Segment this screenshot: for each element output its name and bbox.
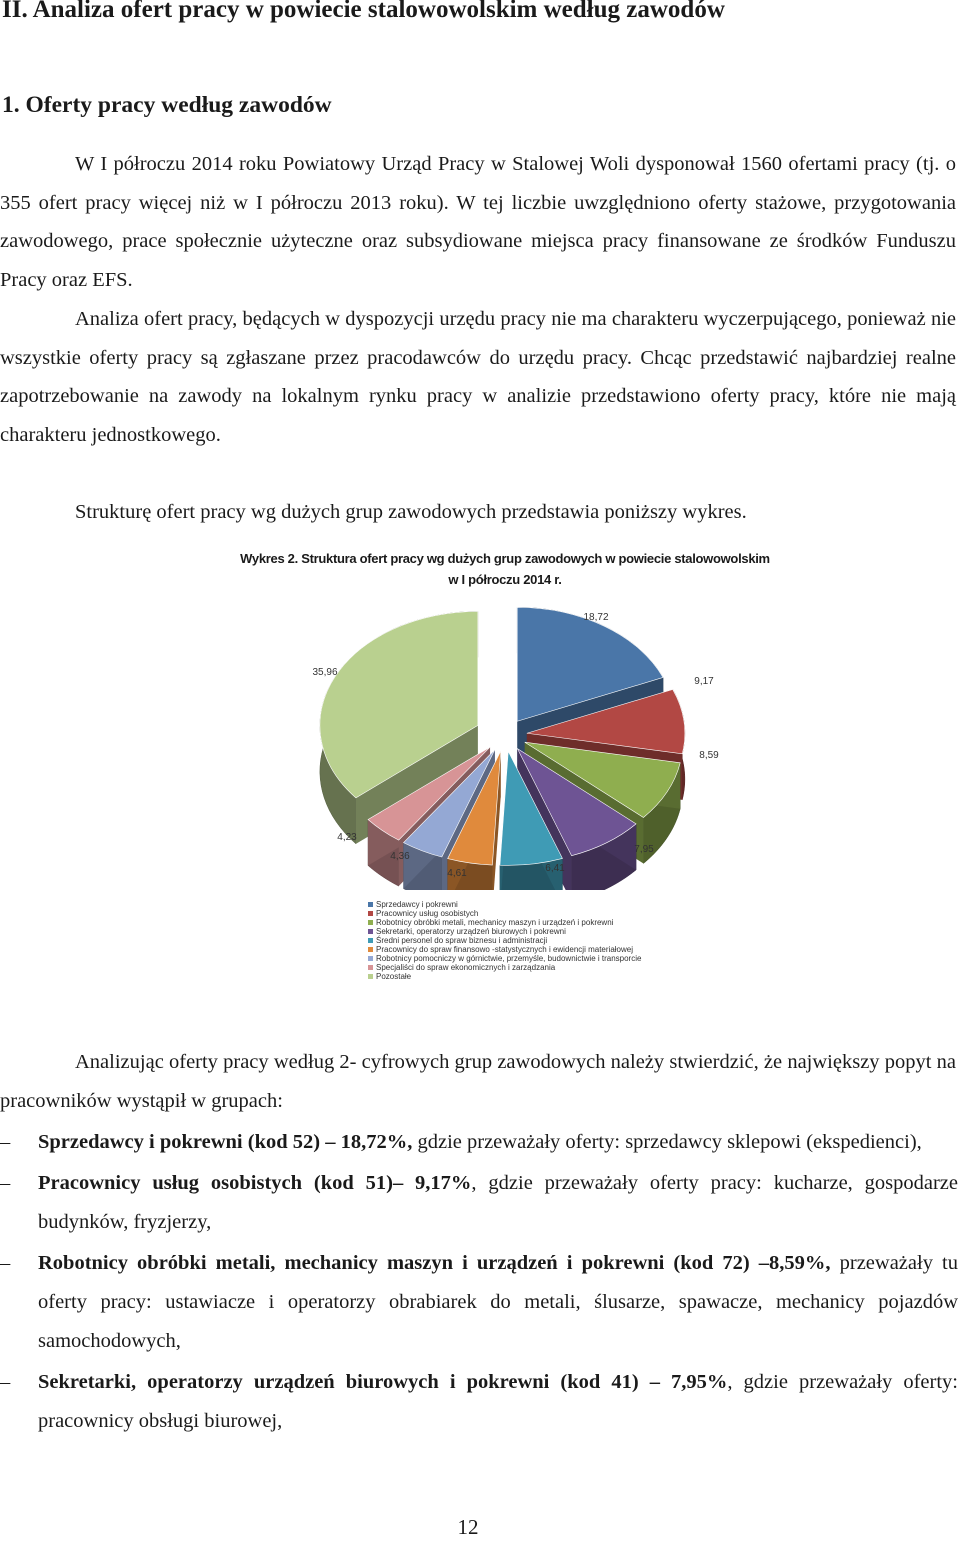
pie-data-label: 4,61 bbox=[447, 868, 467, 879]
legend-item bbox=[368, 945, 641, 954]
list-item bbox=[0, 1363, 958, 1441]
legend-swatch bbox=[368, 956, 373, 961]
chart-title-block bbox=[0, 548, 960, 590]
pie-data-label: 6,41 bbox=[545, 863, 565, 874]
list-dash: – bbox=[0, 1131, 11, 1153]
pie-data-label: 35,96 bbox=[312, 667, 338, 678]
chart-legend bbox=[368, 900, 641, 981]
legend-swatch bbox=[368, 929, 373, 934]
list-item-heading: Pracownicy usług osobistych (kod 51)– 9,17% bbox=[38, 1172, 472, 1194]
legend-label: Średni personel do spraw biznesu i administracji bbox=[376, 936, 548, 945]
intro-paragraph: W I półroczu 2014 roku Powiatowy Urząd Pracy w Stalowej Woli dysponował 1560 ofertami pracy (tj. o 355 ofert pracy więcej niż w I półroczu 2013 roku). W tej liczbie uwzględniono oferty stażowe, przygotowania zawodowego, prace społecznie użyteczne oraz subsydiowane miejsca pracy finansowane ze środków Funduszu Pracy oraz EFS. bbox=[0, 153, 956, 291]
pie-data-label: 7,95 bbox=[634, 844, 654, 855]
chart-subtitle: w I półroczu 2014 r. bbox=[448, 572, 562, 587]
legend-swatch bbox=[368, 947, 373, 952]
legend-label: Pozostałe bbox=[376, 972, 412, 981]
list-item-heading: Sprzedawcy i pokrewni (kod 52) – 18,72%, bbox=[38, 1131, 413, 1153]
list-dash: – bbox=[0, 1252, 11, 1274]
pie-chart bbox=[0, 590, 960, 890]
list-dash: – bbox=[0, 1172, 11, 1194]
list-item-text: przeważały tu oferty pracy: ustawiacze i operatorzy obrabiarek do metali, ślusarze, spawacze, mechanicy pojazdów samochodowych, bbox=[38, 1252, 958, 1352]
legend-item bbox=[368, 954, 641, 963]
legend-label: Sprzedawcy i pokrewni bbox=[376, 900, 458, 909]
legend-label: Sekretarki, operatorzy urządzeń biurowych i pokrewni bbox=[376, 927, 566, 936]
legend-item bbox=[368, 963, 641, 972]
conclusion-paragraph: Analizując oferty pracy według 2- cyfrowych grup zawodowych należy stwierdzić, że największy popyt na pracowników wystąpił w grupach: bbox=[0, 1051, 956, 1112]
list-item bbox=[0, 1244, 958, 1361]
legend-label: Robotnicy pomocniczy w górnictwie, przemyśle, budownictwie i transporcie bbox=[376, 954, 642, 963]
legend-item bbox=[368, 918, 641, 927]
list-item-text: , gdzie przeważały oferty pracy: kucharze, gospodarze budynków, fryzjerzy, bbox=[38, 1172, 958, 1233]
analysis-paragraph: Analiza ofert pracy, będących w dyspozycji urzędu pracy nie ma charakteru wyczerpującego, ponieważ nie wszystkie oferty pracy są zgłaszane przez pracodawców do urzędu pracy. Chcąc przedstawić najbardziej realne zapotrzebowanie na zawody na lokalnym rynku pracy w analizie przedstawiono oferty pracy, które nie mają charakteru jednostkowego. bbox=[0, 308, 956, 446]
chart-title: Wykres 2. Struktura ofert pracy wg dużych grup zawodowych w powiecie stalowowolskim bbox=[240, 551, 770, 566]
legend-swatch bbox=[368, 938, 373, 943]
list-dash: – bbox=[0, 1371, 11, 1393]
section-heading: II. Analiza ofert pracy w powiecie stalowowolskim według zawodów bbox=[2, 0, 725, 23]
list-item-heading: Robotnicy obróbki metali, mechanicy maszyn i urządzeń i pokrewni (kod 72) –8,59%, bbox=[38, 1252, 831, 1274]
pie-data-label: 8,59 bbox=[699, 750, 719, 761]
list-item bbox=[0, 1164, 958, 1242]
page-number: 12 bbox=[457, 1515, 479, 1539]
pie-data-label: 4,36 bbox=[390, 851, 410, 862]
legend-label: Robotnicy obróbki metali, mechanicy maszyn i urządzeń i pokrewni bbox=[376, 918, 614, 927]
list-item-heading: Sekretarki, operatorzy urządzeń biurowych i pokrewni (kod 41) – 7,95% bbox=[38, 1371, 728, 1393]
subsection-heading: 1. Oferty pracy według zawodów bbox=[2, 92, 332, 118]
list-item bbox=[0, 1123, 958, 1162]
chart-intro-paragraph: Strukturę ofert pracy wg dużych grup zawodowych przedstawia poniższy wykres. bbox=[75, 501, 747, 523]
legend-label: Pracownicy do spraw finansowo -statystycznych i ewidencji materiałowej bbox=[376, 945, 633, 954]
legend-swatch bbox=[368, 902, 373, 907]
pie-data-label: 4,23 bbox=[337, 832, 357, 843]
legend-label: Pracownicy usług osobistych bbox=[376, 909, 479, 918]
legend-label: Specjaliści do spraw ekonomicznych i zarządzania bbox=[376, 963, 556, 972]
list-item-text: gdzie przeważały oferty: sprzedawcy sklepowi (ekspedienci), bbox=[412, 1131, 922, 1153]
findings-list bbox=[0, 1123, 958, 1443]
list-item-text: , gdzie przeważały oferty: pracownicy obsługi biurowej, bbox=[38, 1371, 959, 1432]
legend-item bbox=[368, 900, 641, 909]
legend-swatch bbox=[368, 965, 373, 970]
pie-data-label: 18,72 bbox=[583, 612, 609, 623]
legend-item bbox=[368, 927, 641, 936]
legend-swatch bbox=[368, 911, 373, 916]
legend-item bbox=[368, 972, 641, 981]
legend-swatch bbox=[368, 974, 373, 979]
legend-item bbox=[368, 936, 641, 945]
legend-swatch bbox=[368, 920, 373, 925]
pie-data-label: 9,17 bbox=[694, 676, 714, 687]
legend-item bbox=[368, 909, 641, 918]
